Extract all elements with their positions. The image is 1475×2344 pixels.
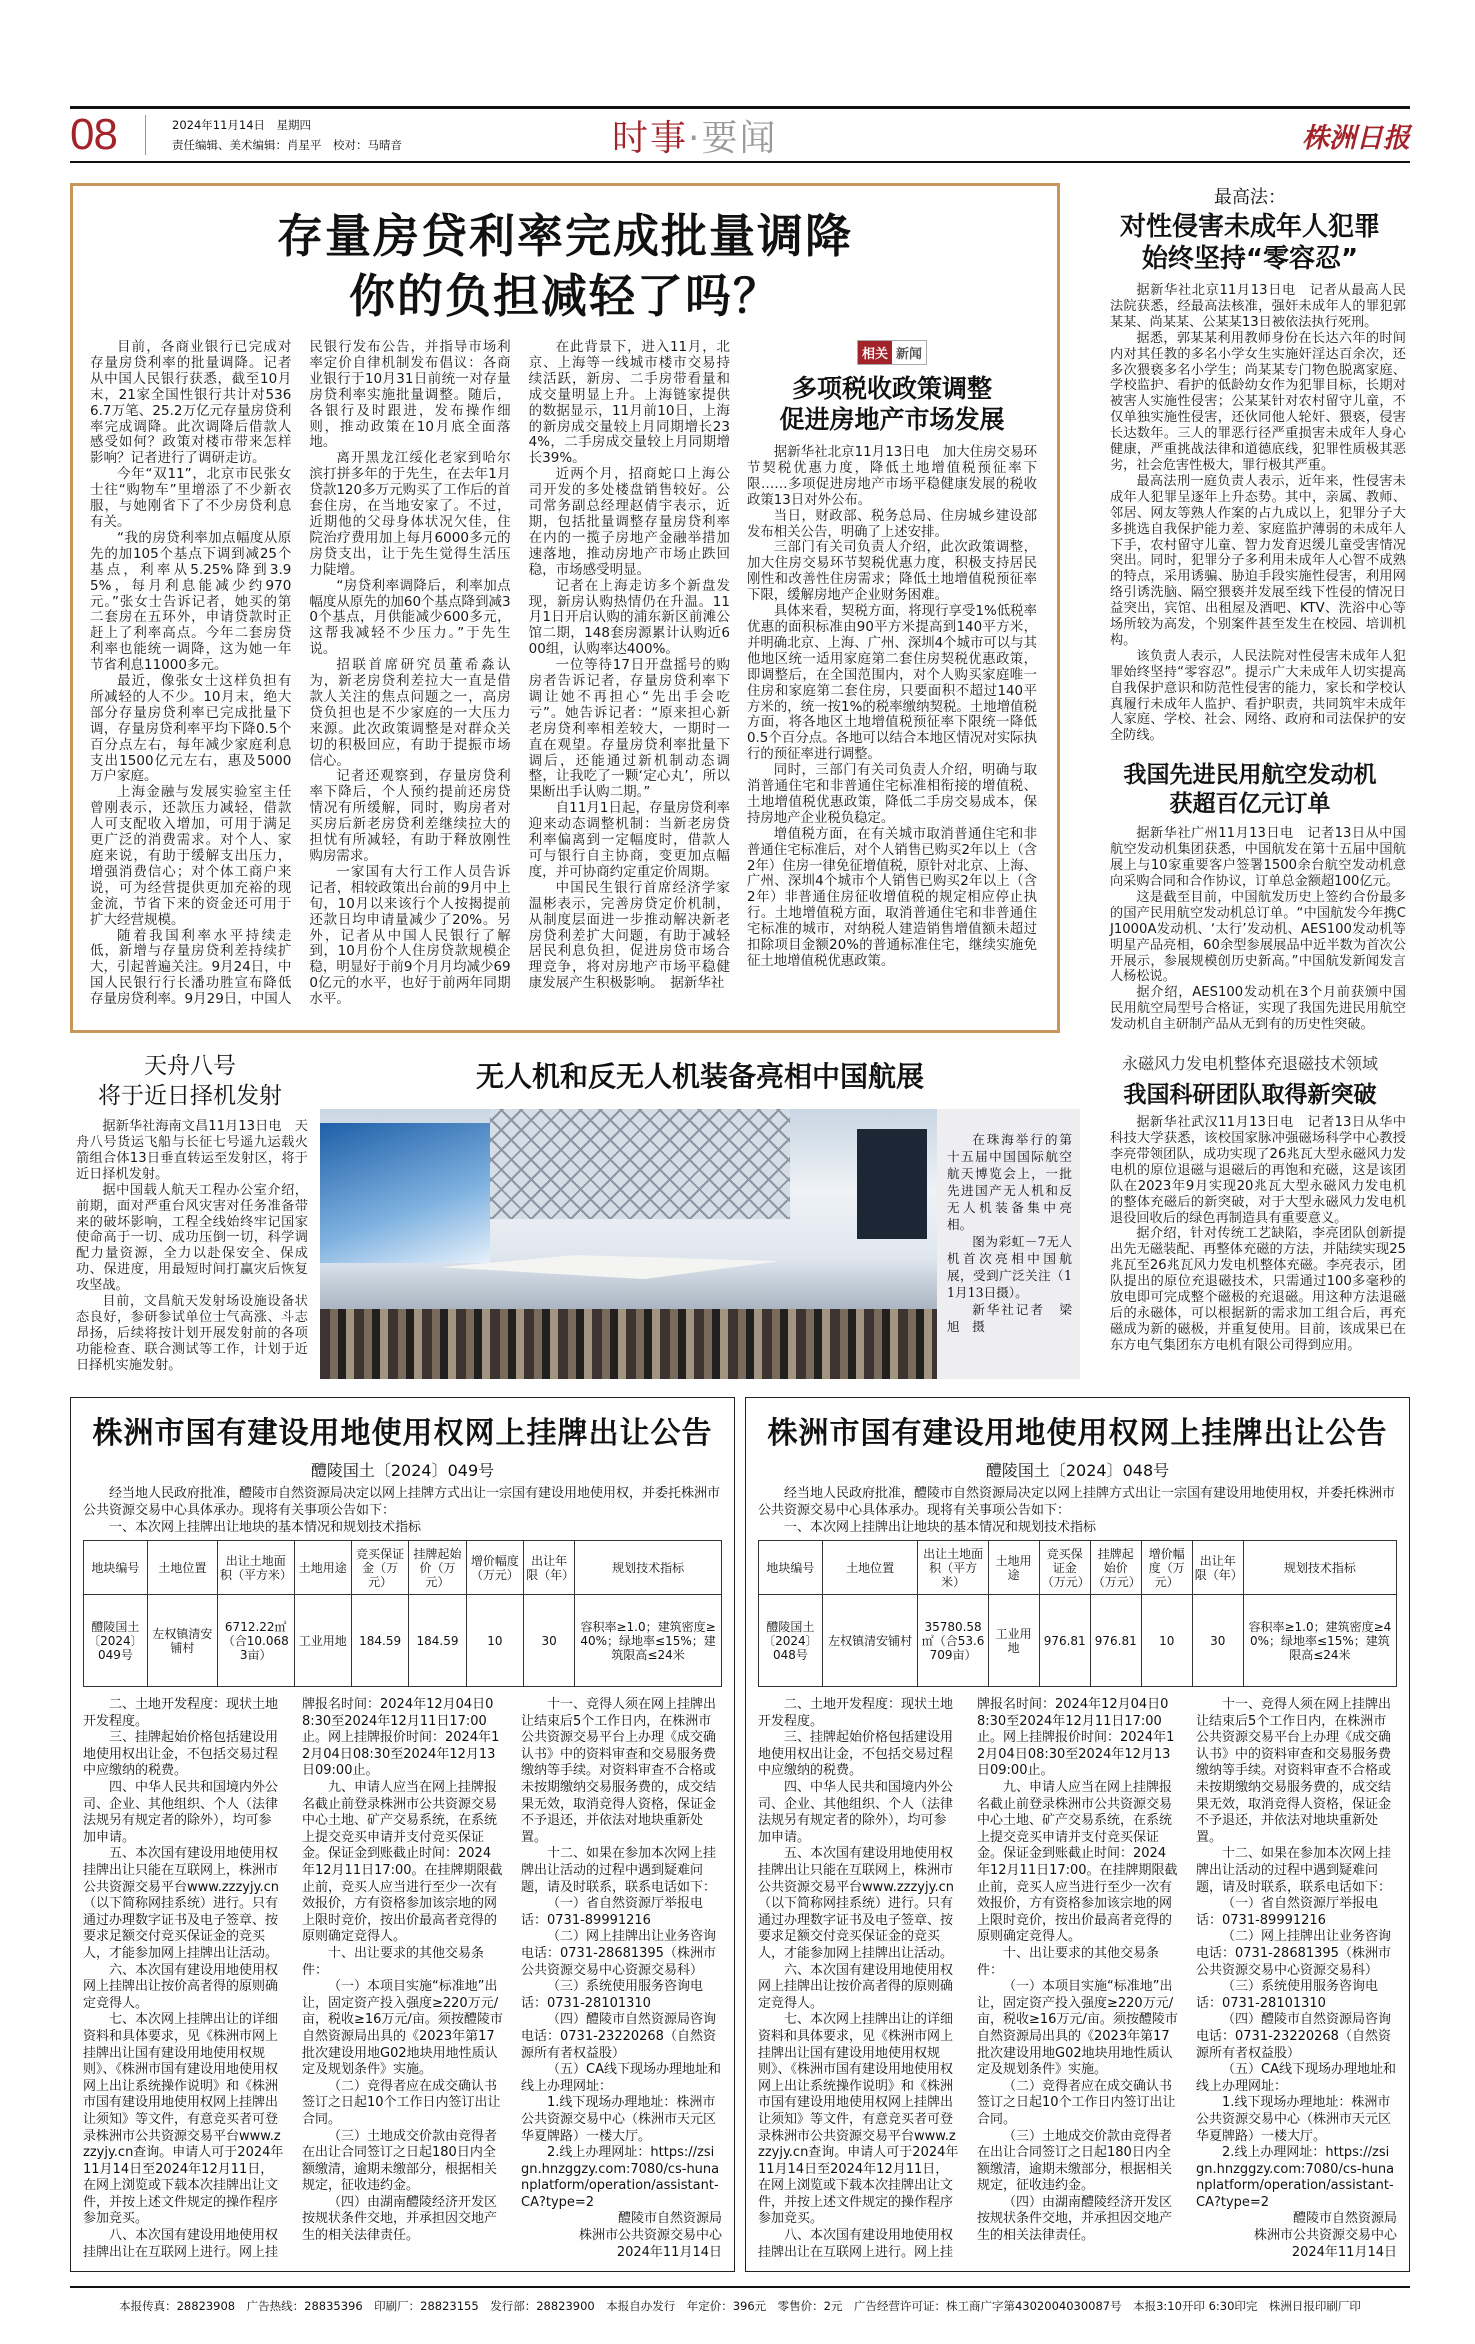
table-header: 土地用途 (294, 1541, 351, 1595)
lead-paragraph: 招联首席研究员董希淼认为，新老房贷利差拉大一直是借款人关注的焦点问题之一，高房贷负担也是不少家庭的一大压力来源。此次政策调整是对群众关切的积极回应，有助于提振市场信心。 (309, 657, 511, 769)
court-paragraph: 据新华社北京11月13日电 记者从最高人民法院获悉，经最高法核准，强奸未成年人的罪犯郭某某、尚某某、公某某13日被依法执行死刑。 (1110, 283, 1406, 330)
court-headline-line2: 始终坚持“零容忍” (1141, 244, 1359, 274)
lead-paragraph: 记者还观察到，存量房贷利率下降后，个人预约提前还房贷情况有所缓解，同时，购房者对买房后新老房贷利差继续拉大的担忧有所减轻，有助于释放刚性购房需求。 (309, 768, 511, 864)
court-headline-line1: 对性侵害未成年人犯罪 (1119, 212, 1380, 242)
notice-paragraph: （三）土地成交价款由竞得者在出让合同签订之日起180日内全额缴清，逾期未缴部分，根据相关规定，征收违约金。 (977, 2128, 1173, 2194)
related-news-tag (857, 340, 927, 365)
engine-body (1090, 826, 1410, 1033)
table-cell: 容积率≥1.0；建筑密度≥40%；绿地率≤15%；建筑限高≤24米 (1243, 1595, 1396, 1687)
notice-paragraph: 二、土地开发程度：现状土地开发程度。 (83, 1697, 279, 1729)
table-cell: 工业用地 (294, 1595, 351, 1687)
notice-signature: 株洲市公共资源交易中心 (1253, 2228, 1397, 2244)
notice-paragraph: 1.线下现场办理地址：株洲市公共资源交易中心（株洲市天元区华夏牌路）一楼大厅。 (1196, 2095, 1392, 2144)
tianzhou-headline-line2: 将于近日择机发射 (98, 1083, 282, 1110)
magnet-paragraph: 据介绍，针对传统工艺缺陷，李亮团队创新提出先无磁装配、再整体充磁的方法，并陆续实现25兆瓦至26兆瓦风力发电机整体充磁。李亮表示，团队提出的原位充退磁技术，只需通过100多毫秒的放电即可完成整个磁极的充退磁。用这种方法退磁后的永磁体，可以根据新的需求加工组合后，再充磁成为新的磁极，并重复使用。目前，该成果已在东方电气集团东方电机有限公司得到应用。 (1110, 1226, 1406, 1353)
notice-paragraph: 1.线下现场办理地址：株洲市公共资源交易中心（株洲市天元区华夏牌路）一楼大厅。 (521, 2095, 717, 2144)
related-headline-line1: 多项税收政策调整 (791, 374, 992, 403)
table-cell: 左权镇清安铺村 (147, 1595, 217, 1687)
notice-paragraph: （五）CA线下现场办理地址和线上办理网址： (1196, 2062, 1396, 2094)
notice-body (758, 1697, 1397, 2261)
table-header: 地块编号 (84, 1541, 148, 1595)
notice-paragraph: （一）省自然资源厅举报电话：0731-89991216 (1196, 1896, 1379, 1928)
notice-section-1: 一、本次网上挂牌出让地块的基本情况和规划技术指标 (784, 1520, 1097, 1536)
table-cell: 976.81 (1090, 1595, 1141, 1687)
notice-paragraph: 2.线上办理网址：https://zsign.hnzggzy.com:7080/cs-hunanplatform/operation/assistant-CA?type=2 (521, 2145, 720, 2210)
photo-credit: 新华社记者 梁旭 摄 (947, 1302, 1072, 1335)
lead-paragraph: 离开黑龙江绥化老家到哈尔滨打拼多年的于先生，在去年1月贷款120多万元购买了工作后的首套住房，在当地安家了。不过，近期他的父母身体状况欠佳，住院治疗费用加上每月6000多元的房贷支出，让于先生觉得生活压力陡增。 (309, 450, 511, 578)
table-header: 出让年限（年） (524, 1541, 575, 1595)
engine-paragraph: 据介绍，AES100发动机在3个月前获颁中国民用航空局型号合格证，实现了我国先进民用航空发动机自主研制产品从无到有的历史性突破。 (1110, 985, 1406, 1033)
table-cell: 30 (524, 1595, 575, 1687)
related-headline-line2: 促进房地产市场发展 (779, 405, 1005, 434)
section-title-a: 时事 (612, 117, 689, 159)
table-row (759, 1595, 1397, 1687)
table-header: 竞买保证金（万元） (351, 1541, 408, 1595)
newspaper-logo: 株洲日报 (1302, 122, 1410, 154)
drone-story (320, 1051, 1080, 1379)
notice-paragraph: 十、出让要求的其他交易条件： (977, 1945, 1160, 1978)
notice-paragraph: （四）由湖南醴陵经济开发区按规状条件交地，并承担因交地产生的相关法律责任。 (977, 2194, 1173, 2244)
court-paragraph: 该负责人表示，人民法院对性侵害未成年人犯罪始终坚持“零容忍”。提示广大未成年人切实提高自我保护意识和防范性侵害的能力，家长和学校认真履行未成年人监护、看护职责，共同筑牢未成年人家庭、学校、社会、网络、政府和司法保护的安全防线。 (1110, 648, 1406, 744)
engine-headline-line2: 获超百亿元订单 (1169, 790, 1331, 818)
tianzhou-headline-line1: 天舟八号 (144, 1053, 236, 1080)
court-body (1090, 283, 1410, 744)
related-tag-a: 相关 (858, 341, 892, 364)
lead-paragraph: 记者在上海走访多个新盘发现，新房认购热情仍在升温。11月1日开启认购的浦东新区前滩公馆二期，148套房源累计认购近600组，认购率达400%。 (528, 577, 730, 658)
notice-paragraph: 九、申请人应当在网上挂牌报名截止前登录株洲市公共资源交易中心土地、矿产交易系统，在系统上提交竞买申请并支付竞买保证金。保证金到账截止时间：2024年12月11日17:00。在挂牌期限截止前，竞买人应当进行至少一次有效报价，方有资格参加该宗地的网上限时竞价，按出价最高者竞得的原则确定竞得人。 (977, 1780, 1178, 1945)
table-row (84, 1595, 722, 1687)
table-cell: 35780.58㎡（合53.6709亩） (918, 1595, 988, 1687)
lead-paragraph: “房贷利率调降后，利率加点幅度从原先的加60个基点降到减30个基点，月供能减少600多元，这帮我减轻不少压力。”于先生说。 (309, 577, 511, 658)
page (70, 106, 1410, 2344)
airshow-photo (320, 1109, 937, 1379)
caption-text: 在珠海举行的第十五届中国国际航空航天博览会上，一批先进国产无人机和反无人机装备集中亮相。 (947, 1132, 1072, 1233)
related-paragraph: 当日，财政部、税务总局、住房城乡建设部发布相关公告，明确了上述安排。 (747, 508, 1037, 540)
notice-paragraph: （一）省自然资源厅举报电话：0731-89991216 (521, 1896, 704, 1928)
court-headline (1090, 211, 1410, 275)
notice-paragraph: 2.线上办理网址：https://zsign.hnzggzy.com:7080/cs-hunanplatform/operation/assistant-CA?type=2 (1196, 2145, 1395, 2210)
section-title-dot: · (688, 117, 702, 159)
notice-signature: 株洲市公共资源交易中心 (578, 2228, 722, 2244)
photo-left-screen (320, 1123, 490, 1263)
notice-signature: 2024年11月14日 (1291, 2244, 1397, 2260)
photo-right-screen (857, 1129, 927, 1239)
related-paragraph: 据新华社北京11月13日电 加大住房交易环节契税优惠力度，降低土地增值税预征率下限……多项促进房地产市场平稳健康发展的税收政策13日对外公布。 (747, 445, 1037, 508)
engine-headline-line1: 我国先进民用航空发动机 (1123, 761, 1377, 789)
editors-credit: 责任编辑、美术编辑：肖星平 校对：马晴音 (172, 138, 402, 152)
related-paragraph: 三部门有关司负责人介绍，此次政策调整，加大住房交易环节契税优惠力度，积极支持居民刚性和改善性住房需求；降低土地增值税预征率下限，缓解房地产企业财务困难。 (747, 540, 1037, 604)
notice-paragraph: （四）醴陵市自然资源局咨询电话：0731-23220268（自然资源所有者权益股） (1196, 2012, 1392, 2061)
tianzhou-paragraph: 据新华社海南文昌11月13日电 天舟八号货运飞船与长征七号遥九运载火箭组合体13日垂直转运至发射区，将于近日择机发射。 (76, 1119, 308, 1182)
table-header: 增价幅度（万元） (1141, 1541, 1192, 1595)
page-number: 08 (70, 110, 117, 159)
table-header: 竞买保证金（万元） (1039, 1541, 1090, 1595)
table-cell: 976.81 (1039, 1595, 1090, 1687)
notice-paragraph: （三）系统使用服务咨询电话：0731-28101310 (521, 1979, 704, 2011)
masthead-info (172, 115, 612, 155)
table-header: 地块编号 (759, 1541, 823, 1595)
magnet-body (1090, 1115, 1410, 1354)
land-parcel-table (83, 1540, 722, 1687)
notice-paragraph: （二）竞得者应在成交确认书签订之日起10个工作日内签订出让合同。 (977, 2078, 1176, 2127)
notice-paragraph: （三）系统使用服务咨询电话：0731-28101310 (1196, 1979, 1379, 2011)
issue-date: 2024年11月14日 星期四 (172, 118, 312, 132)
table-header-row (84, 1541, 722, 1595)
notice-body (83, 1697, 722, 2261)
lead-paragraph: 一家国有大行工作人员告诉记者，相较政策出台前的9月中上旬，10月以来该行个人按揭提前还款日均申请量减少了20%。另外，记者从中国人民银行了解到，10月份个人住房贷款规模企稳，明显好于前9个月月均减少690亿元的水平，也好于前两年同期水平。 (309, 863, 511, 1008)
notice-paragraph: 三、挂牌起始价格包括建设用地使用权出让金，不包括交易过程中应缴纳的税费。 (758, 1730, 954, 1779)
lead-headline (90, 206, 1040, 326)
notice-paragraph: 十二、如果在参加本次网上挂牌出让活动的过程中遇到疑难问题，请及时联系，联系电话如下： (521, 1846, 717, 1895)
notice-paragraph: （四）由湖南醴陵经济开发区按规状条件交地，并承担因交地产生的相关法律责任。 (302, 2194, 498, 2244)
court-paragraph: 据悉，郭某某利用教师身份在长达六年的时间内对其任教的多名小学女生实施奸淫达百余次，还多次猥亵多名小学生；尚某某专门物色脱离家庭、学校监护、看护的低龄幼女作为犯罪目标，长期对被害人实施性侵害；公某某针对农村留守儿童，不仅单独实施性侵害，还伙同他人轮奸、猥亵，侵害长达数年。三人的罪恶行径严重损害未成年人身心健康，严重挑战法律和道德底线，犯罪性质极其恶劣，社会危害性极大，罪行极其严重。 (1110, 330, 1406, 473)
related-headline (747, 373, 1037, 435)
notice-paragraph: 四、中华人民共和国境内外公司、企业、其他组织、个人（法律法规另有规定者的除外），均可参加申请。 (83, 1780, 279, 1845)
tianzhou-body (70, 1119, 310, 1374)
notice-paragraph: 七、本次网上挂牌出让的详细资料和具体要求，见《株洲市网上挂牌出让国有建设用地使用权规则》、《株洲市国有建设用地使用权网上出让系统操作说明》和《株洲市国有建设用地使用权网上挂牌出让须知》等文件，有意竞买者可登录株洲市公共资源交易平台www.zzzyjy.cn查询。申请人可于2024年11月14日至2024年12月11日，在网上浏览或下载本次挂牌出让文件，并按上述文件规定的操作程序参加竞买。 (83, 2012, 284, 2227)
section-title (612, 110, 1300, 161)
notice-paragraph: 七、本次网上挂牌出让的详细资料和具体要求，见《株洲市网上挂牌出让国有建设用地使用权规则》、《株洲市国有建设用地使用权网上出让系统操作说明》和《株洲市国有建设用地使用权网上挂牌出让须知》等文件，有意竞买者可登录株洲市公共资源交易平台www.zzzyjy.cn查询。申请人可于2024年11月14日至2024年12月11日，在网上浏览或下载本次挂牌出让文件，并按上述文件规定的操作程序参加竞买。 (758, 2012, 959, 2227)
notice-paragraph: （三）土地成交价款由竞得者在出让合同签订之日起180日内全额缴清，逾期未缴部分，根据相关规定，征收违约金。 (302, 2128, 498, 2194)
tianzhou-paragraph: 目前，文昌航天发射场设施设备状态良好，参研参试单位士气高涨、斗志昂扬，后续将按计划开展发射前的各项功能检查、联合测试等工作，计划于近日择机实施发射。 (76, 1294, 308, 1373)
notice-paragraph: 十、出让要求的其他交易条件： (302, 1945, 485, 1978)
tianzhou-story (70, 1051, 310, 1379)
table-cell: 工业用地 (988, 1595, 1039, 1687)
lead-paragraph: 近两个月，招商蛇口上海公司开发的多处楼盘销售较好。公司常务副总经理赵倩宇表示，近期，包括批量调整存量房贷利率在内的一揽子房地产金融举措加速落地，推动房地产市场止跌回稳，市场感受明显。 (528, 466, 730, 578)
table-header-row (759, 1541, 1397, 1595)
notice-paragraph: 四、中华人民共和国境内外公司、企业、其他组织、个人（法律法规另有规定者的除外），均可参加申请。 (758, 1780, 954, 1845)
table-cell: 醴陵国土〔2024〕049号 (84, 1595, 148, 1687)
notice-number: 醴陵国土〔2024〕049号 (310, 1461, 495, 1481)
table-header: 出让土地面积（平方米） (918, 1541, 988, 1595)
engine-headline (1090, 760, 1410, 818)
magnet-paragraph: 据新华社武汉11月13日电 记者13日从华中科技大学获悉，该校国家脉冲强磁场科学中心教授李亮带领团队，成功实现了26兆瓦大型永磁风力发电机的原位退磁与退磁后的再饱和充磁，这是该团队在2023年9月实现20兆瓦大型永磁风力发电机的整体充磁后的新突破，对于大型永磁风力发电机退役回收后的绿色再制造具有重要意义。 (1110, 1115, 1406, 1226)
magnet-kicker: 永磁风力发电机整体充退磁技术领域 (1121, 1054, 1378, 1074)
notice-paragraph: 十一、竞得人须在网上挂牌出让结束后5个工作日内，在株洲市公共资源交易平台上办理《成交确认书》中的资料审查和交易服务费缴纳等手续。对资料审查不合格或未按期缴纳交易服务费的，成交结果无效，取消竞得人资格，保证金不予退还，并依法对地块重新处置。 (521, 1697, 717, 1845)
top-section (70, 183, 1410, 1033)
related-paragraph: 具体来看，契税方面，将现行享受1%低税率优惠的面积标准由90平方米提高到140平方米，并明确北京、上海、广州、深圳4个城市可以与其他地区统一适用家庭第二套住房契税优惠政策，即调整后，在全国范围内，对个人购买家庭唯一住房和家庭第二套住房，只要面积不超过140平方米的，统一按1%的税率缴纳契税。土地增值税方面，将各地区土地增值税预征率下限统一降低0.5个百分点。各地可以结合本地区情况对实际执行的预征率进行调整。 (747, 604, 1037, 763)
lead-story-box (70, 183, 1060, 1033)
notice-paragraph: 十一、竞得人须在网上挂牌出让结束后5个工作日内，在株洲市公共资源交易平台上办理《成交确认书》中的资料审查和交易服务费缴纳等手续。对资料审查不合格或未按期缴纳交易服务费的，成交结果无效，取消竞得人资格，保证金不予退还，并依法对地块重新处置。 (1196, 1697, 1392, 1845)
lead-paragraph: 今年“双11”，北京市民张女士往“购物车”里增添了不少新衣服，与她刚省下了不少房贷利息有关。 (90, 466, 292, 530)
notice-paragraph: （四）醴陵市自然资源局咨询电话：0731-23220268（自然资源所有者权益股） (521, 2012, 717, 2061)
notice-paragraph: 二、土地开发程度：现状土地开发程度。 (758, 1697, 954, 1729)
notices-section (70, 1397, 1410, 2272)
notice-signature: 醴陵市自然资源局 (617, 2211, 722, 2227)
notice-title: 株洲市国有建设用地使用权网上挂牌出让公告 (767, 1416, 1388, 1452)
masthead-divider (145, 115, 146, 155)
section-title-b: 要闻 (701, 117, 778, 159)
lead-paragraph: 中国民生银行首席经济学家温彬表示，完善房贷定价机制，从制度层面进一步推动解决新老房贷利差扩大问题，有助于减轻居民利息负担，促进房贷市场合理竞争，将对房地产市场平稳健康发展产生积极影响。 据新华社 (528, 879, 730, 992)
notice-paragraph: （一）本项目实施“标准地”出让，固定资产投入强度≥220万元/亩，税收≥16万元/亩。须按醴陵市自然资源局出具的《2023年第17批次建设用地G02地块用地性质认定及规划条件》实施。 (977, 1979, 1178, 2078)
notice-paragraph: 九、申请人应当在网上挂牌报名截止前登录株洲市公共资源交易中心土地、矿产交易系统，在系统上提交竞买申请并支付竞买保证金。保证金到账截止时间：2024年12月11日17:00。在挂牌期限截止前，竞买人应当进行至少一次有效报价，方有资格参加该宗地的网上限时竞价，按出价最高者竞得的原则确定竞得人。 (302, 1780, 503, 1945)
related-news (747, 340, 1037, 1008)
photo-caption (937, 1109, 1080, 1379)
engine-paragraph: 据新华社广州11月13日电 记者13日从中国航空发动机集团获悉，中国航发在第十五届中国航展上与10家重要客户签署1500余台航空发动机意向采购合同和合作协议，订单总金额超100亿元。 (1110, 826, 1406, 889)
notice-paragraph: （二）网上挂牌出让业务咨询电话：0731-28681395（株洲市公共资源交易中心资源交易科） (1196, 1929, 1392, 1978)
notice-paragraph: （二）竞得者应在成交确认书签订之日起10个工作日内签订出让合同。 (302, 2078, 501, 2127)
notice-intro: 经当地人民政府批准，醴陵市自然资源局决定以网上挂牌方式出让一宗国有建设用地使用权，并委托株洲市公共资源交易中心具体承办。现将有关事项公告如下： (758, 1486, 1396, 1519)
land-notice-049 (70, 1397, 735, 2272)
related-paragraph: 增值税方面，在有关城市取消普通住宅和非普通住宅标准后，对个人销售已购买2年以上（含2年）住房一律免征增值税，原针对北京、上海、广州、深圳4个城市个人销售已购买2年以上（含2年）非普通住房征收增值税的规定相应停止执行。土地增值税方面，取消普通住宅和非普通住宅标准的城市，对纳税人建造销售增值额未超过扣除项目金额20%的普通标准住宅，继续实施免征土地增值税优惠政策。 (747, 826, 1037, 969)
table-header: 挂牌起始价（万元） (1090, 1541, 1141, 1595)
court-kicker: 最高法： (1214, 187, 1286, 208)
table-cell: 184.59 (409, 1595, 466, 1687)
lead-paragraph: 最近，像张女士这样负担有所减轻的人不少。10月末，绝大部分存量房贷利率已完成批量下调，存量房贷利率平均下降0.5个百分点左右，每年减少家庭利息支出1500亿元左右，惠及5000万户家庭。 (90, 673, 292, 785)
table-cell: 10 (1141, 1595, 1192, 1687)
drone-headline: 无人机和反无人机装备亮相中国航展 (475, 1060, 924, 1094)
lead-paragraph: 上海金融与发展实验室主任曾刚表示，还款压力减轻，借款人可支配收入增加，可用于满足更广泛的消费需求。对个人、家庭来说，有助于缓解支出压力，增强消费信心；对个体工商户来说，可为经营提供更加充裕的现金流，节省下来的资金还可用于扩大经营规模。 (90, 784, 292, 928)
right-column (1090, 183, 1410, 1033)
caption-text: 图为彩虹－7无人机首次亮相中国航展，受到广泛关注（11月13日摄）。 (947, 1234, 1072, 1301)
notice-paragraph: 六、本次国有建设用地使用权网上挂牌出让按价高者得的原则确定竞得人。 (758, 1962, 954, 2011)
notice-title: 株洲市国有建设用地使用权网上挂牌出让公告 (92, 1416, 713, 1452)
notice-paragraph: 八、本次国有建设用地使用权挂牌出让在互联网上进行。网上挂牌报名时间：2024年12月04日08:30至2024年12月11日17:00止。网上挂牌报价时间：2024年12月04日08:30至2024年12月13日09:00止。 (83, 1697, 500, 2260)
table-header: 规划技术指标 (575, 1541, 722, 1595)
lead-paragraph: 一位等待17日开盘摇号的购房者告诉记者，存量房贷利率下调让她不再担心“先出手会吃亏”。她告诉记者：“原来担心新老房贷利率相差较大，一期时一直在观望。存量房贷利率批量下调后，还能通过新机制动态调整，让我吃了一颗‘定心丸’，所以果断出手认购二期。” (528, 657, 730, 801)
table-cell: 6712.22㎡（合10.0683亩） (217, 1595, 294, 1687)
table-header: 出让年限（年） (1192, 1541, 1243, 1595)
middle-section (70, 1051, 1410, 1379)
lead-headline-line2: 你的负担减轻了吗？ (349, 269, 781, 323)
table-header: 土地位置 (147, 1541, 217, 1595)
land-notice-048 (745, 1397, 1410, 2272)
table-header: 规划技术指标 (1243, 1541, 1396, 1595)
notice-paragraph: （一）本项目实施“标准地”出让，固定资产投入强度≥220万元/亩，税收≥16万元/亩。须按醴陵市自然资源局出具的《2023年第17批次建设用地G02地块用地性质认定及规划条件》实施。 (302, 1979, 503, 2078)
notice-paragraph: 三、挂牌起始价格包括建设用地使用权出让金，不包括交易过程中应缴纳的税费。 (83, 1730, 279, 1779)
tianzhou-paragraph: 据中国载人航天工程办公室介绍，前期，面对严重台风灾害对任务准备带来的破坏影响，工程全线始终牢记国家使命高于一切、成功压倒一切，科学调配力量资源，全力以赴保安全、保成功、保进度，用最短时间打赢灾后恢复攻坚战。 (76, 1182, 308, 1294)
lead-paragraph: 目前，各商业银行已完成对存量房贷利率的批量调降。记者从中国人民银行获悉，截至10月末，21家全国性银行共计对5366.7万笔、25.2万亿元存量房贷利率完成调降。此次调降后借款人感受如何？政策对楼市带来怎样影响？记者进行了调研走访。 (90, 339, 292, 467)
magnet-headline: 我国科研团队取得新突破 (1123, 1081, 1377, 1109)
table-header: 挂牌起始价（万元） (409, 1541, 466, 1595)
lead-paragraph: “我的房贷利率加点幅度从原先的加105个基点下调到减25个基点，利率从5.25%降到3.95%，每月利息能减少约970元。”张女士告诉记者，她买的第二套房在五环外，申请贷款时正赶上了利率高点。今年二套房贷利率也能统一调降，这为她一年节省利息11000多元。 (90, 529, 292, 674)
land-parcel-table (758, 1540, 1397, 1687)
tianzhou-headline (70, 1051, 310, 1111)
lead-inner (90, 340, 1040, 1008)
table-header: 增价幅度（万元） (466, 1541, 523, 1595)
related-paragraph: 同时，三部门有关司负责人介绍，明确与取消普通住宅和非普通住宅标准相衔接的增值税、土地增值税优惠政策，降低二手房交易成本，保持房地产企业税负稳定。 (747, 763, 1037, 826)
masthead (70, 106, 1410, 163)
lead-paragraph: 随着我国利率水平持续走低，新增与存量房贷利差持续扩大，引起普遍关注。9月24日，中国人民银行行长潘功胜宣布降低存量房贷利率。9月29日，中国人民银行发布公告，并指导市场利率定价自律机制发布倡议：各商业银行于10月31日前统一对存量房贷利率实施批量调整。随后，各银行及时跟进，发布操作细则，推动政策在10月底全面落地。 (90, 339, 511, 1008)
related-tag-b: 新闻 (896, 347, 923, 362)
table-header: 土地位置 (822, 1541, 918, 1595)
magnet-story (1090, 1051, 1410, 1379)
notice-paragraph: 五、本次国有建设用地使用权挂牌出让只能在互联网上，株洲市公共资源交易平台www.zzzyjy.cn（以下简称网挂系统）进行。只有通过办理数字证书及电子签章、按要求足额交付竞买保证金的竞买人，才能参加网上挂牌出让活动。 (758, 1846, 954, 1961)
notice-paragraph: （五）CA线下现场办理地址和线上办理网址： (521, 2062, 721, 2094)
table-cell: 容积率≥1.0；建筑密度≥40%；绿地率≤15%；建筑限高≤24米 (575, 1595, 722, 1687)
notice-number: 醴陵国土〔2024〕048号 (985, 1461, 1170, 1481)
court-paragraph: 最高法刑一庭负责人表示，近年来，性侵害未成年人犯罪呈逐年上升态势。其中，亲属、教师、邻居、网友等熟人作案的占九成以上，犯罪分子大多挑选自我保护能力差、家庭监护薄弱的未成年人下手，农村留守儿童、智力发育迟缓儿童受害情况突出。同时，犯罪分子多利用未成年人心智不成熟的特点，采用诱骗、胁迫手段实施性侵害，利用网络引诱洗脑、隔空猥亵并发展至线下性侵的情况日益突出，宾馆、出租屋及酒吧、KTV、洗浴中心等场所较为高发，个别案件甚至发生在校园、培训机构。 (1110, 473, 1406, 648)
notice-paragraph: 六、本次国有建设用地使用权网上挂牌出让按价高者得的原则确定竞得人。 (83, 1962, 279, 2011)
notice-paragraph: 八、本次国有建设用地使用权挂牌出让在互联网上进行。网上挂牌报名时间：2024年12月04日08:30至2024年12月11日17:00止。网上挂牌报价时间：2024年12月04日08:30至2024年12月13日09:00止。 (758, 1697, 1175, 2260)
photo-hall-roof (490, 1109, 790, 1219)
engine-paragraph: 这是截至目前，中国航发历史上签约合份最多的国产民用航空发动机总订单。“中国航发今年携CJ1000A发动机、‘太行’发动机、AES100发动机等明星产品亮相，60余型参展展品中近半数为首次公开展示，参展规模创历史新高。”中国航发新闻发言人杨松说。 (1110, 889, 1406, 985)
table-header: 土地用途 (988, 1541, 1039, 1595)
lead-paragraph: 在此背景下，进入11月，北京、上海等一线城市楼市交易持续活跃，新房、二手房带看量和成交量明显上升。上海链家提供的数据显示，11月前10日，上海的新房成交量较上月同期增长234%，二手房成交量较上月同期增长39%。 (528, 339, 730, 467)
table-cell: 左权镇清安铺村 (822, 1595, 918, 1687)
lead-headline-line1: 存量房贷利率完成批量调降 (277, 209, 853, 263)
notice-paragraph: （二）网上挂牌出让业务咨询电话：0731-28681395（株洲市公共资源交易中心资源交易科） (521, 1929, 717, 1978)
related-body (747, 445, 1037, 970)
notice-paragraph: 十二、如果在参加本次网上挂牌出让活动的过程中遇到疑难问题，请及时联系，联系电话如下： (1196, 1846, 1392, 1895)
table-cell: 30 (1192, 1595, 1243, 1687)
notice-signature: 2024年11月14日 (616, 2244, 722, 2260)
photo-crowd (320, 1309, 937, 1379)
table-cell: 10 (466, 1595, 523, 1687)
table-header: 出让土地面积（平方米） (217, 1541, 294, 1595)
lead-story-body (90, 340, 730, 1008)
table-cell: 醴陵国土〔2024〕048号 (759, 1595, 823, 1687)
notice-paragraph: 五、本次国有建设用地使用权挂牌出让只能在互联网上，株洲市公共资源交易平台www.zzzyjy.cn（以下简称网挂系统）进行。只有通过办理数字证书及电子签章、按要求足额交付竞买保证金的竞买人，才能参加网上挂牌出让活动。 (83, 1846, 279, 1961)
photo-drone (440, 1249, 780, 1279)
notice-intro: 经当地人民政府批准，醴陵市自然资源局决定以网上挂牌方式出让一宗国有建设用地使用权，并委托株洲市公共资源交易中心具体承办。现将有关事项公告如下： (83, 1486, 721, 1519)
lead-paragraph: 自11月1日起，存量房贷利率迎来动态调整机制：当新老房贷利率偏离到一定幅度时，借款人可与银行自主协商，变更加点幅度，并可协商约定重定价周期。 (528, 800, 730, 880)
table-cell: 184.59 (351, 1595, 408, 1687)
notice-section-1: 一、本次网上挂牌出让地块的基本情况和规划技术指标 (109, 1520, 422, 1536)
notice-signature: 醴陵市自然资源局 (1292, 2211, 1397, 2227)
footer-info: 本报传真：28823908 广告热线：28835396 印刷厂：28823155 发行部：28823900 本报自办发行 年定价：396元 零售价：2元 广告经营许可证：株工商广字第4302004030087号 本报3:10开印 6:30印完 株洲日报印刷厂印 (70, 2286, 1410, 2344)
